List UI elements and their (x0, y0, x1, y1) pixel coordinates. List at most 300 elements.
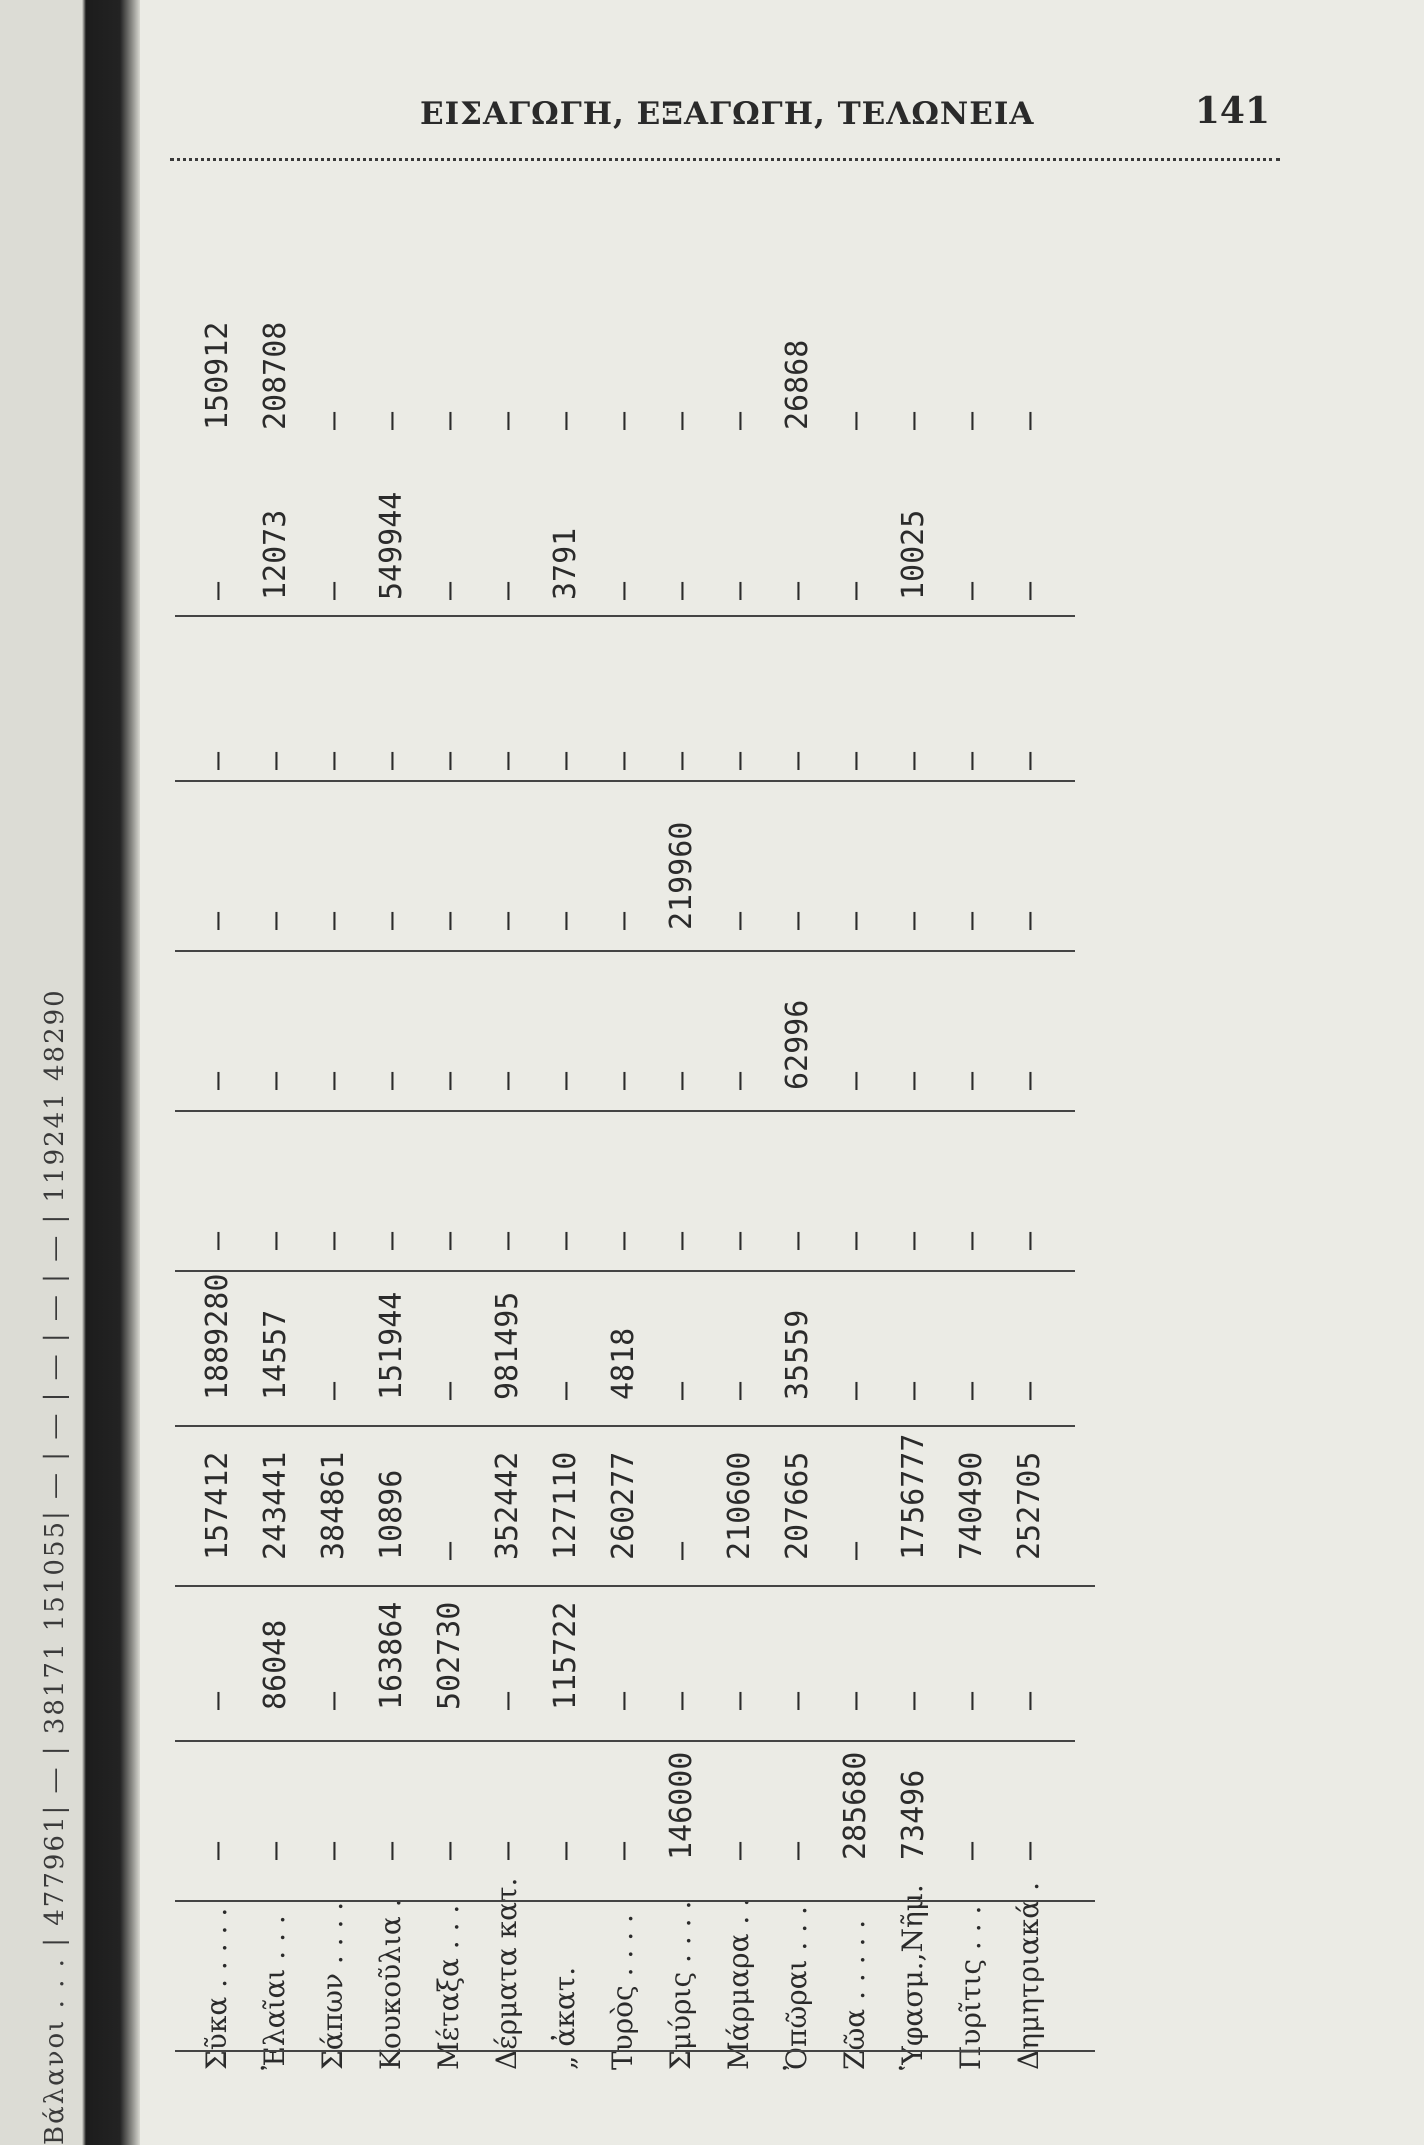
value-cell (490, 1451, 540, 1570)
cell-value: — (664, 1231, 699, 1250)
value-cell (200, 321, 250, 440)
value-cell (316, 581, 366, 610)
cell-value: — (1012, 1381, 1047, 1400)
cell-value: — (316, 1381, 351, 1400)
value-cell (374, 1469, 424, 1570)
cell-value: — (722, 1231, 757, 1250)
value-cell (954, 411, 1004, 440)
cell-value: 219960 (664, 821, 699, 930)
row-label: Μάρμαρα . . (722, 1897, 755, 2070)
page (160, 70, 1300, 2110)
value-cell (780, 1451, 830, 1570)
value-cell (432, 581, 482, 610)
value-cell (374, 1291, 424, 1410)
cell-value: 285680 (838, 1751, 873, 1860)
value-cell (258, 1309, 308, 1410)
value-cell (490, 411, 540, 440)
cell-value: — (1012, 1231, 1047, 1250)
value-cell (432, 911, 482, 940)
label-cell (896, 1884, 946, 2080)
value-cell (664, 1071, 714, 1100)
value-cell (722, 751, 772, 780)
value-cell (1012, 1071, 1062, 1100)
cell-value: — (432, 1231, 467, 1250)
value-cell (896, 751, 946, 780)
cell-value: — (316, 581, 351, 600)
row-label: Ὑφασμ.,Νῆμ. (896, 1884, 929, 2070)
value-cell (664, 751, 714, 780)
cell-value: 163864 (374, 1601, 409, 1710)
value-cell (548, 1841, 598, 1870)
value-cell (258, 1619, 308, 1720)
cell-value: 208708 (258, 321, 293, 430)
value-cell (954, 1451, 1004, 1570)
column-divider (175, 1900, 1095, 1902)
cell-value: 502730 (432, 1601, 467, 1710)
value-cell (548, 1451, 598, 1570)
label-cell (1012, 1881, 1062, 2080)
page-number: 141 (1194, 90, 1270, 132)
cell-value: — (548, 1231, 583, 1250)
value-cell (954, 751, 1004, 780)
value-cell (896, 1231, 946, 1260)
cell-value: — (954, 581, 989, 600)
cell-value: — (954, 1841, 989, 1860)
cell-value: — (374, 751, 409, 770)
cell-value: 86048 (258, 1619, 293, 1710)
cell-value: — (954, 1691, 989, 1710)
table-row (722, 180, 772, 2110)
cell-value: — (606, 1691, 641, 1710)
cell-value: — (838, 1071, 873, 1090)
data-table (160, 180, 1300, 2110)
value-cell (954, 1071, 1004, 1100)
value-cell (1012, 911, 1062, 940)
table-row (432, 180, 482, 2110)
cell-value: 10896 (374, 1469, 409, 1560)
cell-value: 243441 (258, 1451, 293, 1560)
cell-value: 146000 (664, 1751, 699, 1860)
cell-value: 252705 (1012, 1451, 1047, 1560)
cell-value: — (316, 751, 351, 770)
cell-value: — (316, 1071, 351, 1090)
value-cell (954, 911, 1004, 940)
value-cell (1012, 1451, 1062, 1570)
cell-value: — (258, 1841, 293, 1860)
value-cell (896, 1381, 946, 1410)
value-cell (780, 339, 830, 440)
value-cell (490, 1291, 540, 1410)
value-cell (664, 1691, 714, 1720)
column-divider (175, 1270, 1075, 1272)
value-cell (258, 1451, 308, 1570)
value-cell (722, 411, 772, 440)
cell-value: — (316, 1841, 351, 1860)
value-cell (606, 1841, 656, 1870)
value-cell (316, 751, 366, 780)
cell-value: — (374, 1071, 409, 1090)
table-row (316, 180, 366, 2110)
value-cell (258, 1231, 308, 1260)
value-cell (548, 527, 598, 610)
cell-value: — (896, 1691, 931, 1710)
value-cell (200, 581, 250, 610)
cell-value: — (838, 1381, 873, 1400)
value-cell (548, 1071, 598, 1100)
value-cell (1012, 411, 1062, 440)
cell-value: — (780, 581, 815, 600)
label-cell (606, 1914, 656, 2080)
header-rule (170, 158, 1280, 161)
cell-value: — (432, 411, 467, 430)
value-cell (1012, 1381, 1062, 1410)
cell-value: — (374, 411, 409, 430)
table-row (664, 180, 714, 2110)
value-cell (432, 1231, 482, 1260)
value-cell (838, 1751, 888, 1870)
value-cell (606, 1451, 656, 1570)
cell-value: — (316, 911, 351, 930)
value-cell (664, 411, 714, 440)
label-cell (432, 1904, 482, 2080)
value-cell (896, 509, 946, 610)
cell-value: — (258, 751, 293, 770)
cell-value: — (374, 911, 409, 930)
value-cell (374, 1071, 424, 1100)
cell-value: — (200, 1071, 235, 1090)
value-cell (432, 751, 482, 780)
previous-page-edge (0, 0, 80, 2145)
cell-value: — (722, 581, 757, 600)
value-cell (838, 751, 888, 780)
value-cell (316, 1691, 366, 1720)
cell-value: 14557 (258, 1309, 293, 1400)
cell-value: — (722, 1071, 757, 1090)
value-cell (258, 751, 308, 780)
cell-value: — (664, 1071, 699, 1090)
cell-value: — (780, 911, 815, 930)
cell-value: — (432, 1071, 467, 1090)
value-cell (316, 1451, 366, 1570)
value-cell (606, 1327, 656, 1410)
cell-value: — (548, 911, 583, 930)
value-cell (838, 411, 888, 440)
value-cell (606, 1691, 656, 1720)
cell-value: — (896, 751, 931, 770)
cell-value: — (838, 1231, 873, 1250)
value-cell (548, 411, 598, 440)
label-cell (954, 1905, 1004, 2080)
label-cell (258, 1915, 308, 2080)
cell-value: — (606, 1841, 641, 1860)
cell-value: 127110 (548, 1451, 583, 1560)
cell-value: — (896, 1231, 931, 1250)
row-label: Σάπων . . . . (316, 1901, 349, 2070)
cell-value: — (1012, 751, 1047, 770)
table-row (896, 180, 946, 2110)
value-cell (490, 751, 540, 780)
cell-value: — (316, 411, 351, 430)
value-cell (954, 1691, 1004, 1720)
page-title: ΕΙΣΑΓΩΓΗ, ΕΞΑΓΩΓΗ, ΤΕΛΩΝΕΙΑ (420, 96, 1035, 132)
cell-value: — (722, 411, 757, 430)
value-cell (780, 1309, 830, 1410)
value-cell (490, 1231, 540, 1260)
value-cell (200, 1231, 250, 1260)
cell-value: — (548, 411, 583, 430)
cell-value: — (896, 911, 931, 930)
value-cell (954, 1381, 1004, 1410)
row-label: Σμύρις . . . . (664, 1900, 697, 2070)
cell-value: — (258, 1231, 293, 1250)
value-cell (722, 1071, 772, 1100)
cell-value: — (954, 911, 989, 930)
value-cell (780, 751, 830, 780)
label-cell (722, 1897, 772, 2080)
value-cell (548, 1381, 598, 1410)
cell-value: — (490, 1841, 525, 1860)
table-row (838, 180, 888, 2110)
cell-value: — (954, 1071, 989, 1090)
value-cell (838, 1231, 888, 1260)
value-cell (374, 751, 424, 780)
value-cell (664, 1381, 714, 1410)
cell-value: 4818 (606, 1327, 641, 1400)
value-cell (258, 321, 308, 440)
value-cell (548, 1601, 598, 1720)
value-cell (722, 1231, 772, 1260)
cell-value: — (316, 1231, 351, 1250)
running-head (160, 70, 1300, 160)
cell-value: — (722, 911, 757, 930)
cell-value: — (316, 1691, 351, 1710)
cell-value: — (780, 1231, 815, 1250)
cell-value: — (548, 1841, 583, 1860)
value-cell (1012, 1691, 1062, 1720)
value-cell (316, 1841, 366, 1870)
value-cell (316, 1231, 366, 1260)
value-cell (606, 581, 656, 610)
row-label: Σῦκα . . . . . (200, 1907, 233, 2070)
value-cell (548, 911, 598, 940)
value-cell (606, 411, 656, 440)
row-label: Κουκοῦλια . (374, 1898, 407, 2070)
cell-value: 73496 (896, 1769, 931, 1860)
cell-value: — (838, 1691, 873, 1710)
cell-value: — (606, 911, 641, 930)
column-divider (175, 615, 1075, 617)
value-cell (780, 581, 830, 610)
value-cell (548, 1231, 598, 1260)
column-divider (175, 1425, 1075, 1427)
value-cell (664, 821, 714, 940)
cell-value: — (374, 1841, 409, 1860)
cell-value: — (664, 1541, 699, 1560)
cell-value: 12073 (258, 509, 293, 600)
value-cell (664, 1751, 714, 1870)
cell-value: — (490, 1231, 525, 1250)
value-cell (374, 911, 424, 940)
cell-value: — (432, 1841, 467, 1860)
value-cell (200, 1071, 250, 1100)
row-label: Μέταξα . . . (432, 1904, 465, 2070)
value-cell (432, 1601, 482, 1720)
value-cell (432, 411, 482, 440)
value-cell (896, 1691, 946, 1720)
cell-value: — (200, 1231, 235, 1250)
cell-value: — (838, 1541, 873, 1560)
cell-value: 981495 (490, 1291, 525, 1400)
cell-value: — (548, 1381, 583, 1400)
cell-value: — (200, 751, 235, 770)
value-cell (200, 1273, 250, 1410)
value-cell (1012, 1841, 1062, 1870)
cell-value: 352442 (490, 1451, 525, 1560)
value-cell (316, 1381, 366, 1410)
previous-page-text: Βάλανοι . . . | 477961| — | 38171 151055| — | — | — | — | — | 119241 48290 (40, 988, 70, 2145)
value-cell (490, 911, 540, 940)
value-cell (838, 581, 888, 610)
cell-value: 10025 (896, 509, 931, 600)
table-row (200, 180, 250, 2110)
value-cell (374, 491, 424, 610)
value-cell (432, 1381, 482, 1410)
value-cell (1012, 581, 1062, 610)
cell-value: — (432, 1381, 467, 1400)
value-cell (838, 1381, 888, 1410)
row-label: Πυρῖτις . . . (954, 1905, 987, 2070)
value-cell (838, 911, 888, 940)
cell-value: — (664, 411, 699, 430)
cell-value: — (548, 1071, 583, 1090)
cell-value: — (200, 1691, 235, 1710)
cell-value: — (1012, 411, 1047, 430)
column-divider (175, 780, 1075, 782)
cell-value: — (780, 1841, 815, 1860)
value-cell (200, 911, 250, 940)
cell-value: 210600 (722, 1451, 757, 1560)
column-divider (175, 950, 1075, 952)
cell-value: — (1012, 581, 1047, 600)
cell-value: — (896, 1381, 931, 1400)
column-divider (175, 1740, 1075, 1742)
row-label: Ζῶα . . . . . (838, 1919, 871, 2070)
value-cell (838, 1541, 888, 1570)
row-label: Δέρματα κατ. (490, 1877, 523, 2070)
row-label: Ἐλαῖαι . . . (258, 1915, 291, 2070)
cell-value: — (200, 1841, 235, 1860)
row-label: Ὀπῶραι . . . (780, 1906, 813, 2070)
value-cell (780, 1841, 830, 1870)
label-cell (664, 1900, 714, 2080)
value-cell (258, 1071, 308, 1100)
cell-value: 384861 (316, 1451, 351, 1560)
cell-value: — (490, 751, 525, 770)
cell-value: 207665 (780, 1451, 815, 1560)
cell-value: — (896, 1071, 931, 1090)
cell-value: 115722 (548, 1601, 583, 1710)
cell-value: 26868 (780, 339, 815, 430)
value-cell (780, 1231, 830, 1260)
label-cell (316, 1901, 366, 2080)
cell-value: — (896, 411, 931, 430)
row-label: Δημητριακά . (1012, 1881, 1045, 2070)
value-cell (722, 1841, 772, 1870)
cell-value: 1889280 (200, 1273, 235, 1400)
value-cell (606, 1231, 656, 1260)
cell-value: — (548, 751, 583, 770)
cell-value: — (664, 581, 699, 600)
value-cell (200, 1451, 250, 1570)
cell-value: — (490, 1071, 525, 1090)
cell-value: 740490 (954, 1451, 989, 1560)
cell-value: — (606, 581, 641, 600)
label-cell (374, 1898, 424, 2080)
value-cell (896, 1071, 946, 1100)
value-cell (722, 581, 772, 610)
value-cell (896, 1769, 946, 1870)
label-cell (490, 1877, 540, 2080)
cell-value: — (490, 1691, 525, 1710)
cell-value: — (722, 751, 757, 770)
label-cell (780, 1906, 830, 2080)
value-cell (606, 911, 656, 940)
cell-value: — (606, 411, 641, 430)
cell-value: 260277 (606, 1451, 641, 1560)
value-cell (548, 751, 598, 780)
value-cell (722, 1381, 772, 1410)
cell-value: — (200, 581, 235, 600)
cell-value: — (490, 911, 525, 930)
value-cell (374, 1841, 424, 1870)
value-cell (780, 999, 830, 1100)
value-cell (374, 1601, 424, 1720)
row-label: Τυρὸς . . . . (606, 1914, 639, 2070)
value-cell (374, 411, 424, 440)
value-cell (200, 751, 250, 780)
cell-value: — (722, 1381, 757, 1400)
value-cell (490, 581, 540, 610)
cell-value: — (606, 1231, 641, 1250)
value-cell (490, 1691, 540, 1720)
value-cell (780, 1691, 830, 1720)
table-row (374, 180, 424, 2110)
cell-value: — (1012, 911, 1047, 930)
cell-value: — (490, 411, 525, 430)
column-divider (175, 1110, 1075, 1112)
cell-value: — (606, 751, 641, 770)
value-cell (838, 1691, 888, 1720)
value-cell (954, 1231, 1004, 1260)
label-cell (548, 1966, 598, 2080)
value-cell (722, 1451, 772, 1570)
cell-value: — (200, 911, 235, 930)
value-cell (200, 1841, 250, 1870)
cell-value: — (606, 1071, 641, 1090)
value-cell (954, 581, 1004, 610)
cell-value: 150912 (200, 321, 235, 430)
table-row (606, 180, 656, 2110)
cell-value: 549944 (374, 491, 409, 600)
cell-value: — (838, 751, 873, 770)
cell-value: — (664, 751, 699, 770)
cell-value: — (838, 911, 873, 930)
label-cell (838, 1919, 888, 2080)
row-label: „ ἀκατ. (548, 1966, 581, 2070)
value-cell (606, 751, 656, 780)
label-divider (175, 2050, 1095, 2052)
cell-value: — (374, 1231, 409, 1250)
